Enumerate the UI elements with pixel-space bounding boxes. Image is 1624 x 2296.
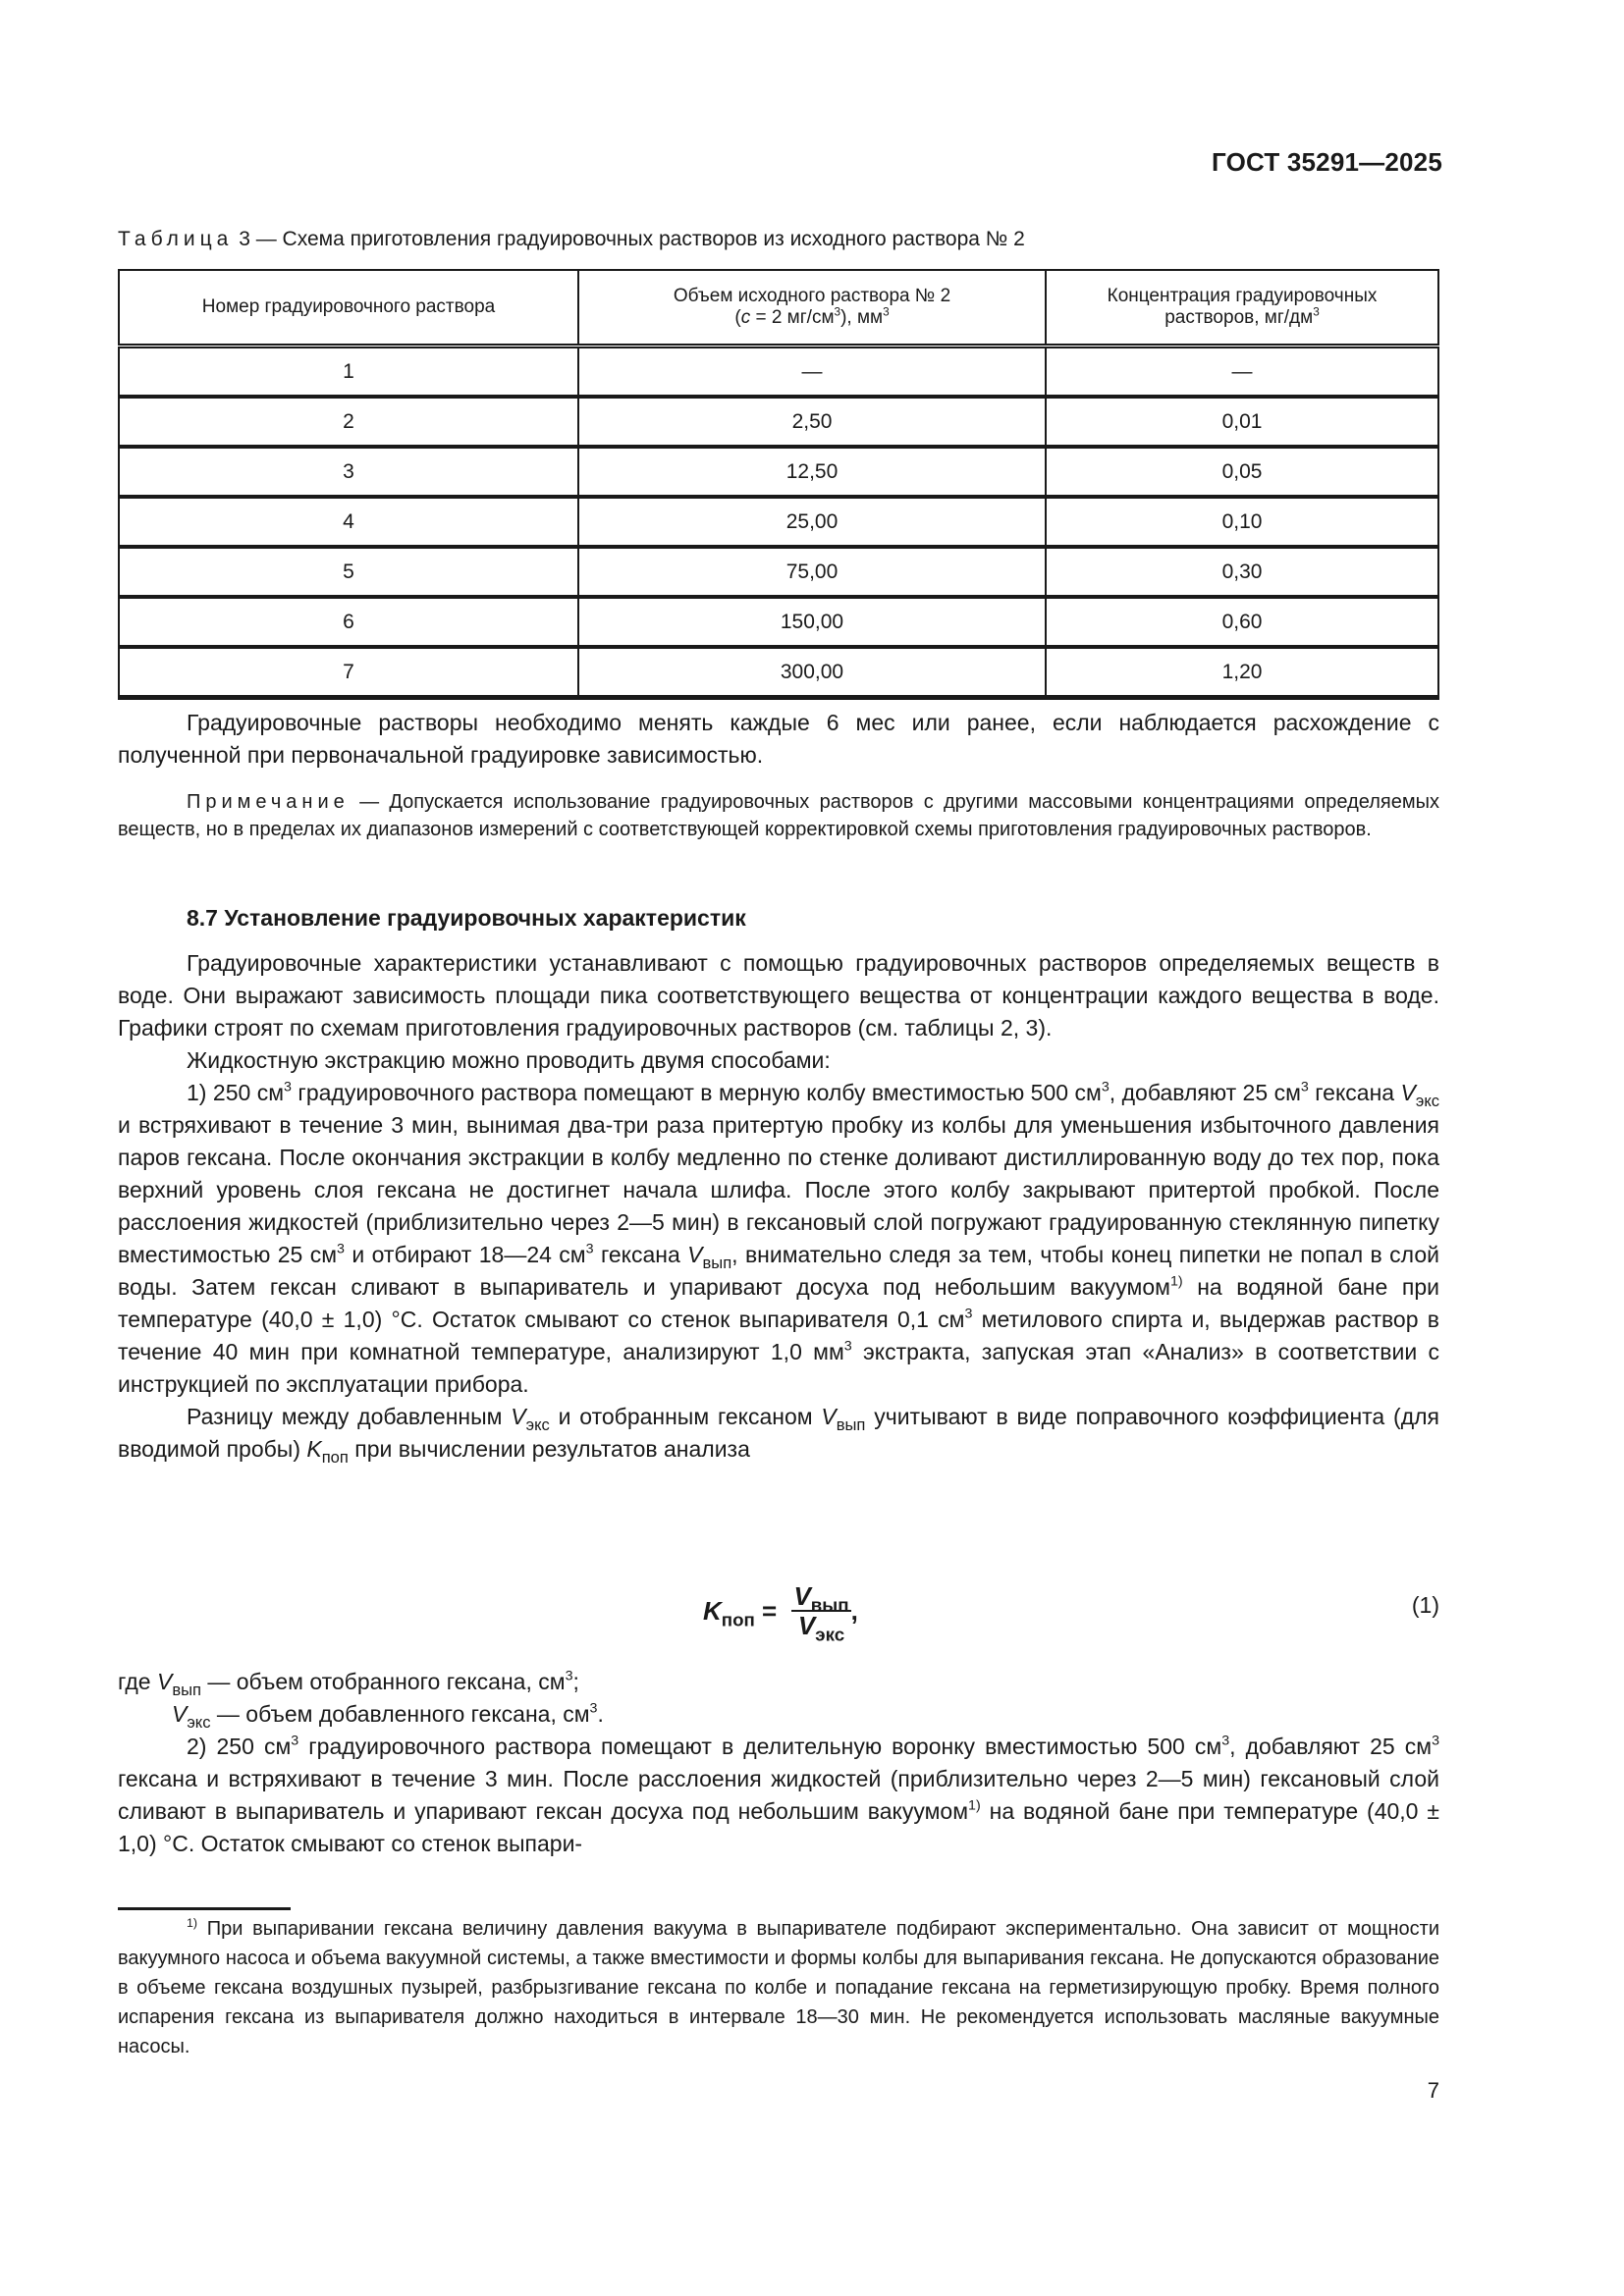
paragraph-methods: Жидкостную экстракцию можно проводить двумя способами:: [187, 1047, 831, 1073]
table-row: [119, 497, 1438, 547]
paragraph-method-2: [118, 1731, 1439, 1860]
column-header-text: Объем исходного раствора № 2: [673, 286, 951, 306]
paragraph-text: Градуировочные растворы необходимо менять каждые 6 мес или ранее, если наблюдается расхождение с полученной при первоначальной градуировке зависимостью.: [118, 710, 1439, 768]
subscript: поп: [321, 1447, 349, 1467]
subscript: вып: [836, 1415, 866, 1434]
paragraph-intro: Градуировочные характеристики устанавливают с помощью градуировочных растворов определяемых веществ в воде. Они выражают зависимость площади пика соответствующего вещества от концентрации каждого вещества в воде. Графики строят по схемам приготовления градуировочных растворов (см. таблицы 2, 3).: [118, 950, 1439, 1041]
table-row: [119, 347, 1438, 398]
superscript: 3: [585, 1241, 594, 1257]
paragraph-method-1: [118, 1077, 1439, 1401]
table-row: [119, 647, 1438, 698]
subscript: вып: [172, 1680, 201, 1699]
superscript: 3: [964, 1306, 973, 1322]
subscript: экс: [815, 1624, 845, 1645]
table-caption: [118, 228, 1025, 251]
cell-concentration: 1,20: [1046, 647, 1438, 698]
footnote: [118, 1914, 1439, 2061]
subscript: экс: [525, 1415, 550, 1434]
equals-sign: =: [754, 1595, 785, 1626]
header-fragment: = 2 мг/см: [750, 307, 835, 328]
footnote-separator: [118, 1907, 291, 1910]
cell-volume: —: [578, 347, 1046, 398]
text-fragment: , добавляют 25 см: [1109, 1080, 1301, 1105]
denominator: [797, 1611, 845, 1645]
table-row: [119, 597, 1438, 647]
header-fragment: растворов, мг/дм: [1164, 307, 1314, 328]
text-fragment: учитывают в виде поправочного коэффициента (для вводимой пробы): [118, 1404, 1440, 1462]
text-fragment: , добавляют 25 см: [1229, 1734, 1433, 1759]
symbol-v: V: [793, 1581, 811, 1611]
superscript: 3: [337, 1241, 345, 1257]
formula-correction-coefficient: [703, 1581, 858, 1645]
cell-volume: 2,50: [578, 397, 1046, 447]
superscript: 3: [291, 1733, 299, 1749]
cell-concentration: 0,01: [1046, 397, 1438, 447]
symbol-v: V: [821, 1404, 837, 1429]
cell-volume: 75,00: [578, 547, 1046, 597]
note-label: Примечание: [187, 791, 350, 813]
cell-number: 2: [119, 397, 578, 447]
text-fragment: и отобранным гексаном: [549, 1404, 822, 1429]
standard-id-header: ГОСТ 35291—2025: [1212, 147, 1442, 177]
text-fragment: гексана: [593, 1242, 688, 1267]
text-fragment: 1) 250 см: [187, 1080, 285, 1105]
formula-legend: [118, 1666, 1439, 1731]
footnote-ref[interactable]: 1): [968, 1797, 981, 1814]
symbol-v: V: [797, 1611, 816, 1640]
cell-concentration: 0,30: [1046, 547, 1438, 597]
header-fragment: (: [734, 307, 741, 328]
footnote-text: При выпаривании гексана величину давления вакуума в выпаривателе подбирают экспериментально. Она зависит от мощности вакуумного насоса и объема вакуумной системы, а также вместимости и формы колбы для выпаривания гексана. Не допускаются образование в объеме гексана воздушных пузырей, разбрызгивание гексана по колбе и попадание гексана на герметизирующую пробку. Время полного испарения гексана из выпаривателя должно находиться в интервале 18—30 мин. Не рекомендуется использовать масляные вакуумные насосы.: [118, 1918, 1439, 2057]
header-fragment: ), мм: [840, 307, 884, 328]
text-fragment: и отбирают 18—24 см: [344, 1242, 586, 1267]
text-fragment: — объем отобранного гексана, см: [200, 1669, 566, 1694]
subscript: экс: [1415, 1091, 1440, 1110]
superscript: 3: [834, 305, 841, 319]
superscript: 3: [565, 1668, 573, 1684]
page-number: 7: [1427, 2078, 1439, 2103]
text-fragment: градуировочного раствора помещают в делительную воронку вместимостью 500 см: [298, 1734, 1222, 1759]
column-header-volume: [578, 270, 1046, 347]
text-fragment: на водяной бане при температуре (40,0 ± 1,0) °С. Остаток смывают со стенок выпари-: [118, 1798, 1440, 1856]
legend-line: [118, 1666, 1439, 1698]
superscript: 3: [589, 1700, 598, 1717]
superscript: 3: [1300, 1079, 1309, 1095]
cell-number: 7: [119, 647, 578, 698]
text-fragment: гексана и встряхивают в течение 3 мин. После расслоения жидкостей (приблизительно через 2—5 мин) гексановый слой сливают в выпариватель и упаривают гексан досуха под небольшим вакуумом: [118, 1766, 1439, 1824]
text-fragment: , внимательно следя за тем, чтобы конец пипетки не попал в слой воды. Затем гексан сливают в выпариватель и упаривают досуха под небольшим вакуумом: [118, 1242, 1439, 1300]
symbol-v: V: [172, 1701, 188, 1727]
cell-concentration: 0,60: [1046, 597, 1438, 647]
text-fragment: градуировочного раствора помещают в мерную колбу вместимостью 500 см: [291, 1080, 1102, 1105]
paragraph-replace-solutions: [118, 707, 1439, 772]
cell-number: 4: [119, 497, 578, 547]
text-fragment: гексана: [1308, 1080, 1401, 1105]
text-fragment: при вычислении результатов анализа: [348, 1436, 750, 1462]
note-block: [118, 788, 1439, 843]
table-row: [119, 397, 1438, 447]
column-header-text: Концентрация градуировочных: [1107, 286, 1378, 306]
symbol-v: V: [511, 1404, 526, 1429]
main-text: [118, 947, 1439, 1466]
text-fragment: 2) 250 см: [187, 1734, 292, 1759]
text-fragment: — объем добавленного гексана, см: [210, 1701, 590, 1727]
table-header-row: [119, 270, 1438, 347]
text-fragment: и встряхивают в течение 3 мин, вынимая два-три раза притертую пробку из колбы для уменьшения избыточного давления паров гексана. После окончания экстракции в колбу медленно по стенке доливают дистиллированную воду до тех пор, пока верхний уровень слоя гексана не достигнет начала шлифа. После этого колбу закрывают притертой пробкой. После расслоения жидкостей (приблизительно через 2—5 мин) в гексановый слой погружают градуированную стеклянную пипетку вместимостью 25 см: [118, 1112, 1439, 1267]
section-heading: 8.7 Установление градуировочных характеристик: [187, 905, 746, 931]
paragraph-method-2-block: [118, 1731, 1439, 1860]
symbol-k: K: [306, 1436, 322, 1462]
superscript: 3: [843, 1338, 852, 1355]
superscript: 3: [1313, 305, 1320, 319]
paragraph-difference: [118, 1401, 1439, 1466]
note-text: — Допускается использование градуировочных растворов с другими массовыми концентрациями определяемых веществ, но в пределах их диапазонов измерений с соответствующей корректировкой схемы приготовления градуировочных растворов.: [118, 791, 1439, 840]
subscript: вып: [810, 1594, 849, 1616]
column-header-concentration: [1046, 270, 1438, 347]
symbol-v: V: [1400, 1080, 1416, 1105]
calibration-table: [118, 269, 1439, 700]
table-row: [119, 547, 1438, 597]
cell-concentration: 0,05: [1046, 447, 1438, 497]
subscript: экс: [187, 1712, 211, 1732]
text-fragment: Разницу между добавленным: [187, 1404, 512, 1429]
header-fragment: c: [740, 307, 751, 328]
legend-line: [118, 1698, 1439, 1731]
symbol-v: V: [687, 1242, 703, 1267]
superscript: 3: [284, 1079, 292, 1095]
footnote-ref[interactable]: 1): [1169, 1273, 1183, 1290]
formula-comma: ,: [850, 1595, 858, 1626]
cell-volume: 300,00: [578, 647, 1046, 698]
cell-concentration: —: [1046, 347, 1438, 398]
column-header-text: Номер градуировочного раствора: [201, 296, 496, 317]
subscript: вып: [702, 1253, 732, 1272]
equation-number: (1): [1411, 1592, 1439, 1618]
cell-volume: 12,50: [578, 447, 1046, 497]
cell-volume: 150,00: [578, 597, 1046, 647]
cell-concentration: 0,10: [1046, 497, 1438, 547]
superscript: 3: [1221, 1733, 1230, 1749]
text-fragment: .: [597, 1701, 604, 1727]
subscript: поп: [721, 1609, 755, 1630]
numerator: [791, 1581, 850, 1616]
text-fragment: метилового спирта и, выдержав раствор в течение 40 мин при комнатной температуре, анализируют 1,0 мм: [118, 1307, 1439, 1364]
cell-number: 5: [119, 547, 578, 597]
symbol-k: K: [703, 1595, 722, 1626]
superscript: 3: [1432, 1733, 1440, 1749]
table-caption-text: 3 — Схема приготовления градуировочных растворов из исходного раствора № 2: [239, 228, 1025, 250]
cell-number: 6: [119, 597, 578, 647]
table-row: [119, 447, 1438, 497]
superscript: 3: [1101, 1079, 1110, 1095]
table-caption-label: Таблица: [118, 228, 234, 250]
column-header-number: [119, 270, 578, 347]
text-fragment: ;: [572, 1669, 579, 1694]
cell-number: 1: [119, 347, 578, 398]
cell-number: 3: [119, 447, 578, 497]
symbol-v: V: [156, 1669, 173, 1694]
superscript: 3: [883, 305, 890, 319]
text-fragment: где: [118, 1669, 157, 1694]
fraction: [791, 1581, 850, 1645]
text-fragment: экстракта, запуская этап «Анализ» в соответствии с инструкцией по эксплуатации прибора.: [118, 1339, 1439, 1397]
cell-volume: 25,00: [578, 497, 1046, 547]
footnote-mark: 1): [187, 1915, 198, 1930]
text-fragment: на водяной бане при температуре (40,0 ± 1,0) °С. Остаток смывают со стенок выпаривателя 0,1 см: [118, 1274, 1439, 1332]
